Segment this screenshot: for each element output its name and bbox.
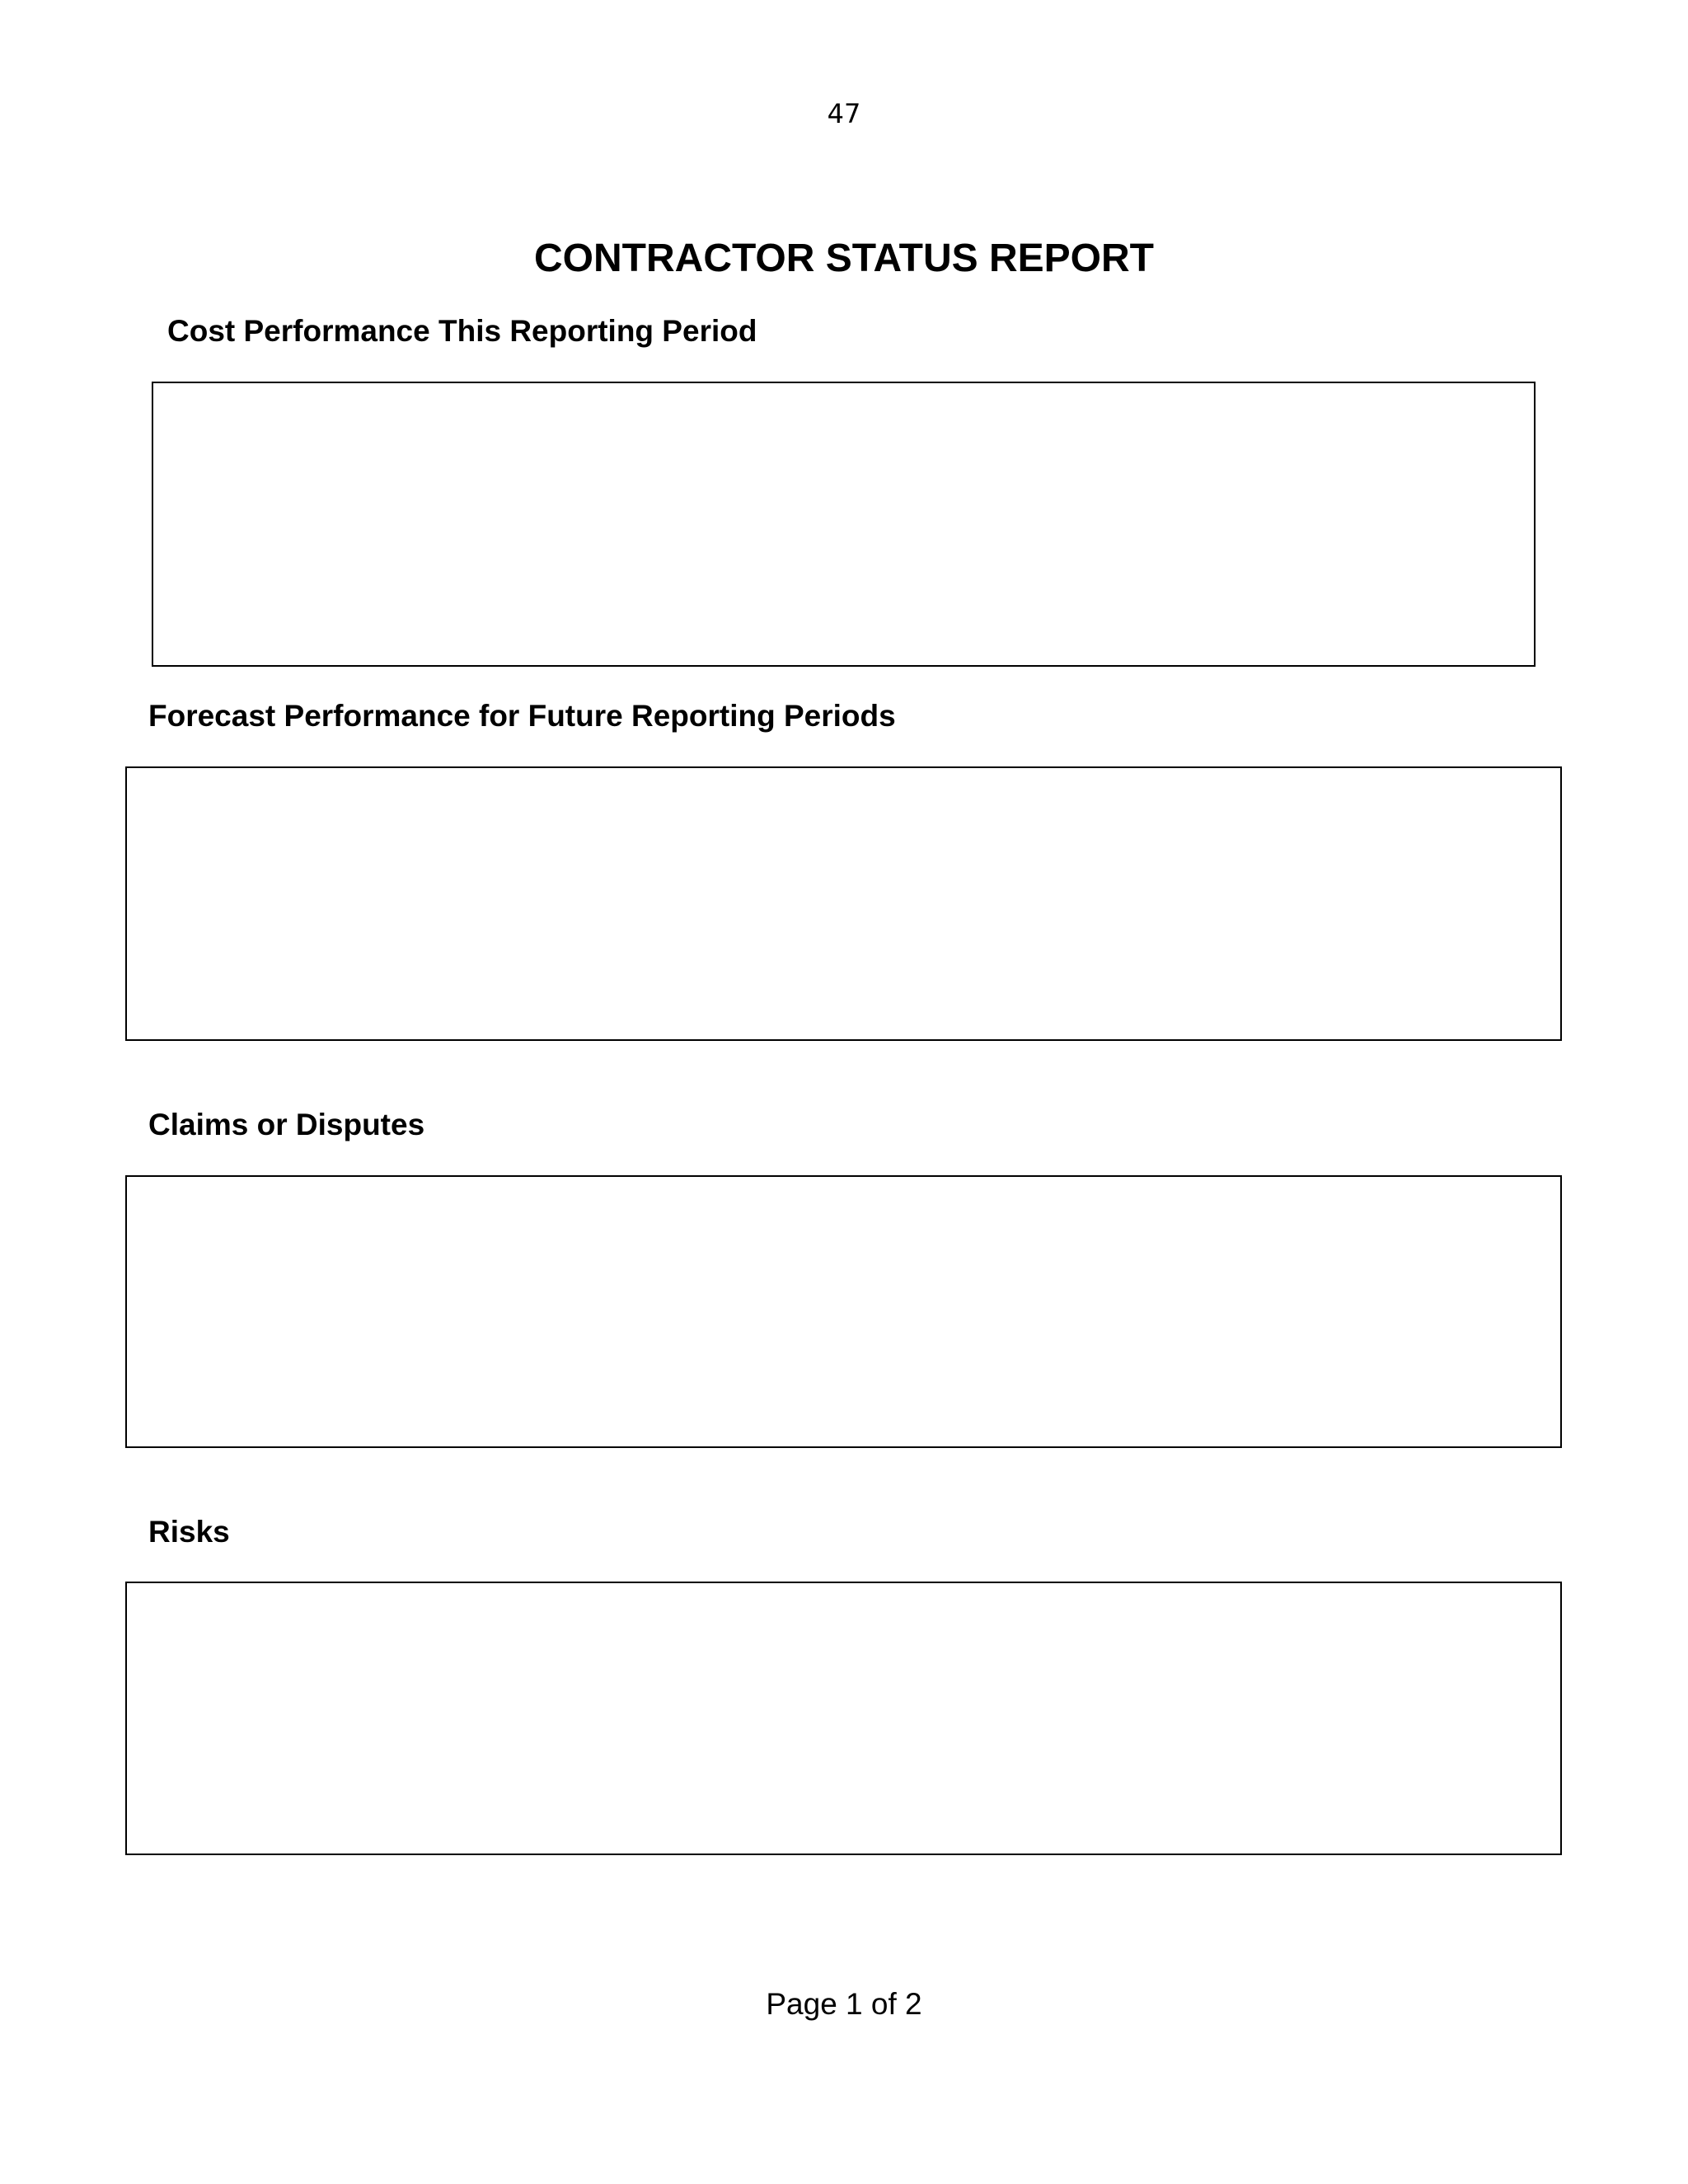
page-number: 47 — [827, 98, 861, 129]
report-title: CONTRACTOR STATUS REPORT — [534, 237, 1154, 280]
section-heading-risks: Risks — [148, 1515, 230, 1549]
forecast-performance-text-box[interactable] — [125, 766, 1562, 1041]
claims-disputes-text-box[interactable] — [125, 1175, 1562, 1448]
risks-text-box[interactable] — [125, 1582, 1562, 1855]
section-heading-forecast-performance: Forecast Performance for Future Reporting Periods — [148, 699, 896, 733]
page-footer: Page 1 of 2 — [766, 1987, 922, 2021]
section-heading-cost-performance: Cost Performance This Reporting Period — [167, 314, 757, 348]
cost-performance-text-box[interactable] — [152, 382, 1536, 667]
section-heading-claims-disputes: Claims or Disputes — [148, 1108, 425, 1141]
